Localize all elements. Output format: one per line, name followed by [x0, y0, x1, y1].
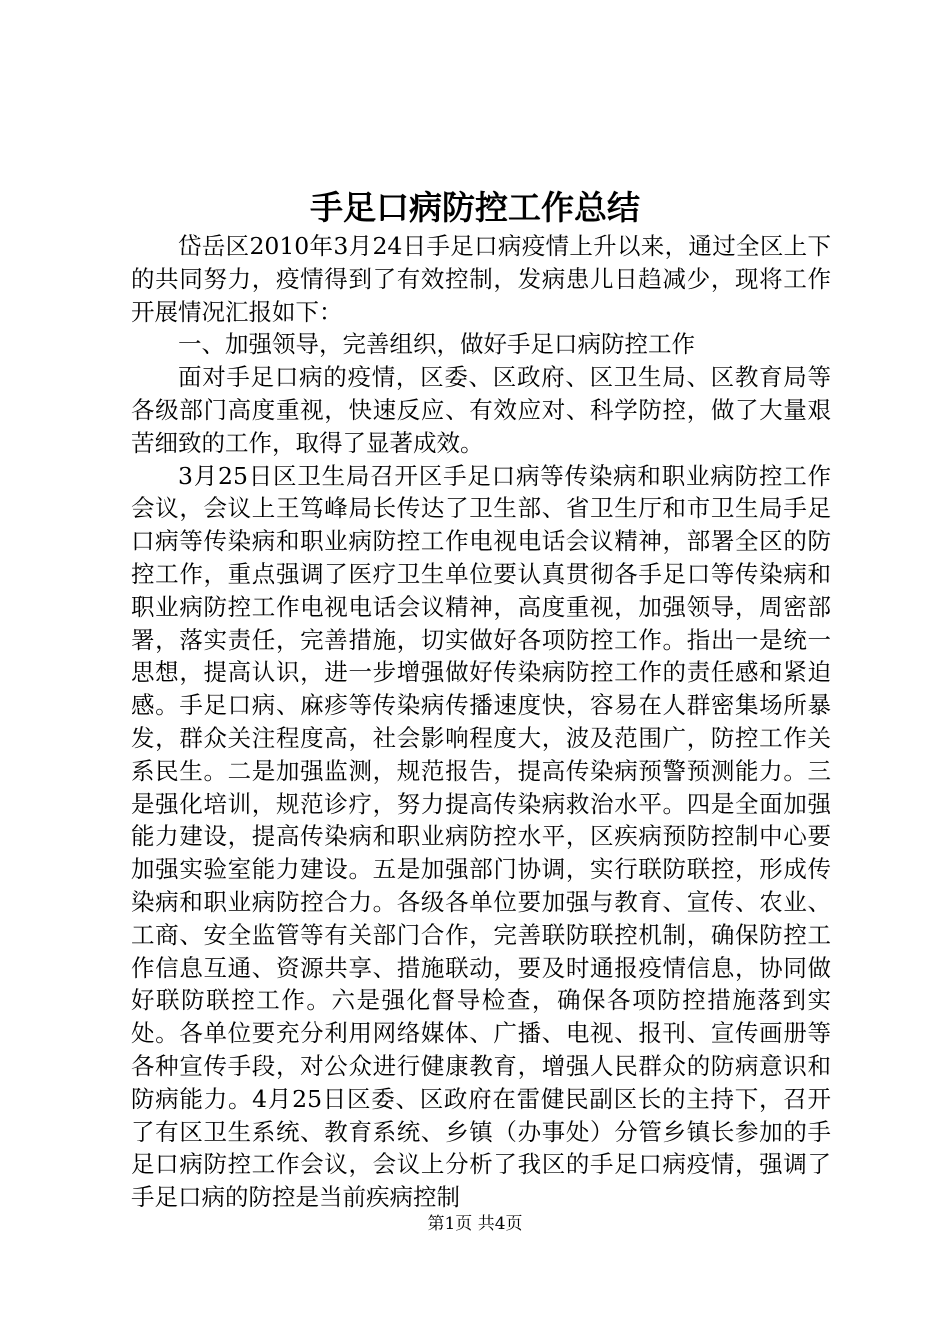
document-body — [131, 230, 831, 1214]
page-number-footer: 第1页 共4页 — [427, 1214, 523, 1234]
document-title: 手足口病防控工作总结 — [310, 188, 640, 227]
body-paragraph: 3月25日区卫生局召开区手足口病等传染病和职业病防控工作会议，会议上王笃峰局长传达了卫生部、省卫生厅和市卫生局手足口病等传染病和职业病防控工作电视电话会议精神，部署全区的防控工作，重点强调了医疗卫生单位要认真贯彻各手足口等传染病和职业病防控工作电视电话会议精神，高度重视，加强领导，周密部署，落实责任，完善措施，切实做好各项防控工作。指出一是统一思想，提高认识，进一步增强做好传染病防控工作的责任感和紧迫感。手足口病、麻疹等传染病传播速度快，容易在人群密集场所暴发，群众关注程度高，社会影响程度大，波及范围广，防控工作关系民生。二是加强监测，规范报告，提高传染病预警预测能力。三是强化培训，规范诊疗，努力提高传染病救治水平。四是全面加强能力建设，提高传染病和职业病防控水平，区疾病预防控制中心要加强实验室能力建设。五是加强部门协调，实行联防联控，形成传染病和职业病防控合力。各级各单位要加强与教育、宣传、农业、工商、安全监管等有关部门合作，完善联防联控机制，确保防控工作信息互通、资源共享、措施联动，要及时通报疫情信息，协同做好联防联控工作。六是强化督导检查，确保各项防控措施落到实处。各单位要充分利用网络媒体、广播、电视、报刊、宣传画册等各种宣传手段，对公众进行健康教育，增强人民群众的防病意识和防病能力。4月25日区委、区政府在雷健民副区长的主持下，召开了有区卫生系统、教育系统、乡镇（办事处）分管乡镇长参加的手足口病防控工作会议，会议上分析了我区的手足口病疫情，强调了手足口病的防控是当前疾病控制 — [131, 461, 831, 1212]
intro-paragraph: 岱岳区2010年3月24日手足口病疫情上升以来，通过全区上下的共同努力，疫情得到了有效控制，发病患儿日趋减少，现将工作开展情况汇报如下： — [131, 232, 831, 326]
body-paragraph: 面对手足口病的疫情，区委、区政府、区卫生局、区教育局等各级部门高度重视，快速反应、有效应对、科学防控，做了大量艰苦细致的工作，取得了显著成效。 — [131, 363, 831, 457]
section-heading-1: 一、加强领导，完善组织，做好手足口病防控工作 — [178, 330, 695, 359]
